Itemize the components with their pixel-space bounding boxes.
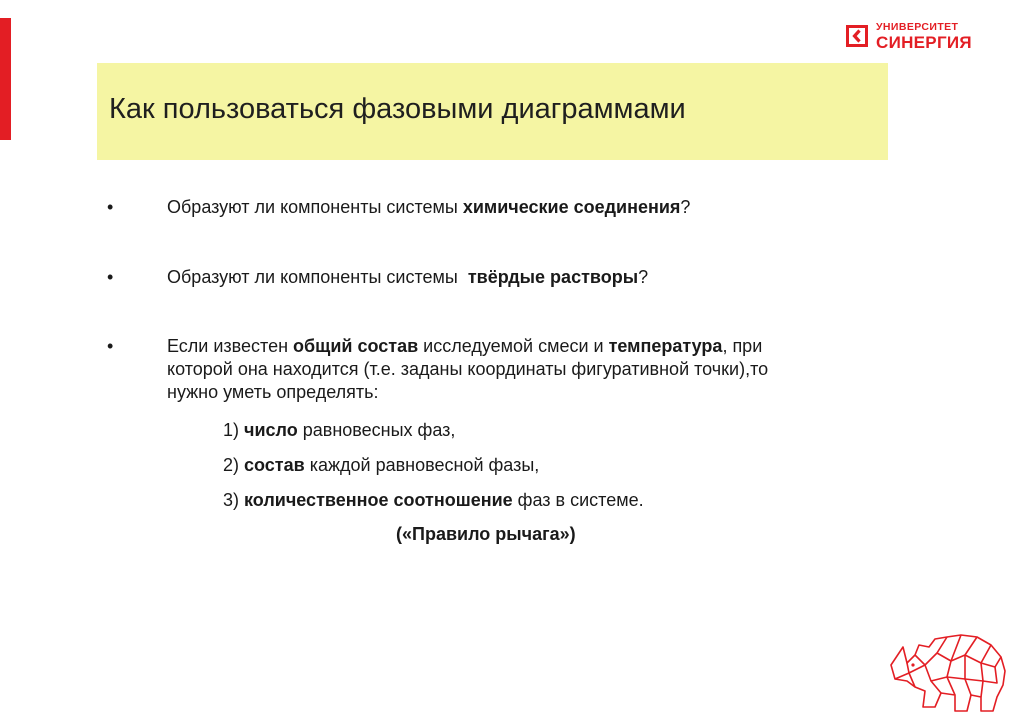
- page-title: Как пользоваться фазовыми диаграммами: [109, 93, 686, 125]
- bullet-marker: •: [107, 336, 114, 356]
- bullet-3-bold-2: температура: [608, 336, 723, 356]
- bullet-3-line-1: Если известен общий состав исследуемой смеси и температура, при: [167, 336, 763, 356]
- bullet-3-line-2: которой она находится (т.е. заданы координаты фигуративной точки),то: [167, 359, 769, 379]
- bullet-2: Образуют ли компоненты системы твёрдые растворы?: [167, 267, 649, 287]
- bullet-marker: •: [107, 267, 114, 287]
- list-item: 3) количественное соотношение фаз в системе.: [223, 490, 644, 510]
- bullet-marker: •: [107, 197, 114, 217]
- bullet-2-bold: твёрдые растворы: [467, 267, 639, 287]
- bullet-3-line-3: нужно уметь определять:: [167, 382, 379, 402]
- rhino-icon: [885, 625, 1017, 717]
- university-logo: [846, 22, 972, 51]
- list-item: 1) число равновесных фаз,: [223, 420, 456, 440]
- k-letter-icon: [846, 25, 868, 47]
- title-box: [97, 63, 888, 160]
- list-item: 2) состав каждой равновесной фазы,: [223, 455, 540, 475]
- logo-line-1: УНИВЕРСИТЕТ: [876, 21, 959, 33]
- accent-bar: [0, 18, 11, 140]
- logo-line-2: СИНЕРГИЯ: [876, 32, 972, 52]
- bullet-1: Образуют ли компоненты системы химические соединения?: [167, 197, 691, 217]
- bullet-1-bold: химические соединения: [462, 197, 681, 217]
- lever-rule-note: («Правило рычага»): [396, 524, 576, 544]
- bullet-3-bold-1: общий состав: [293, 336, 419, 356]
